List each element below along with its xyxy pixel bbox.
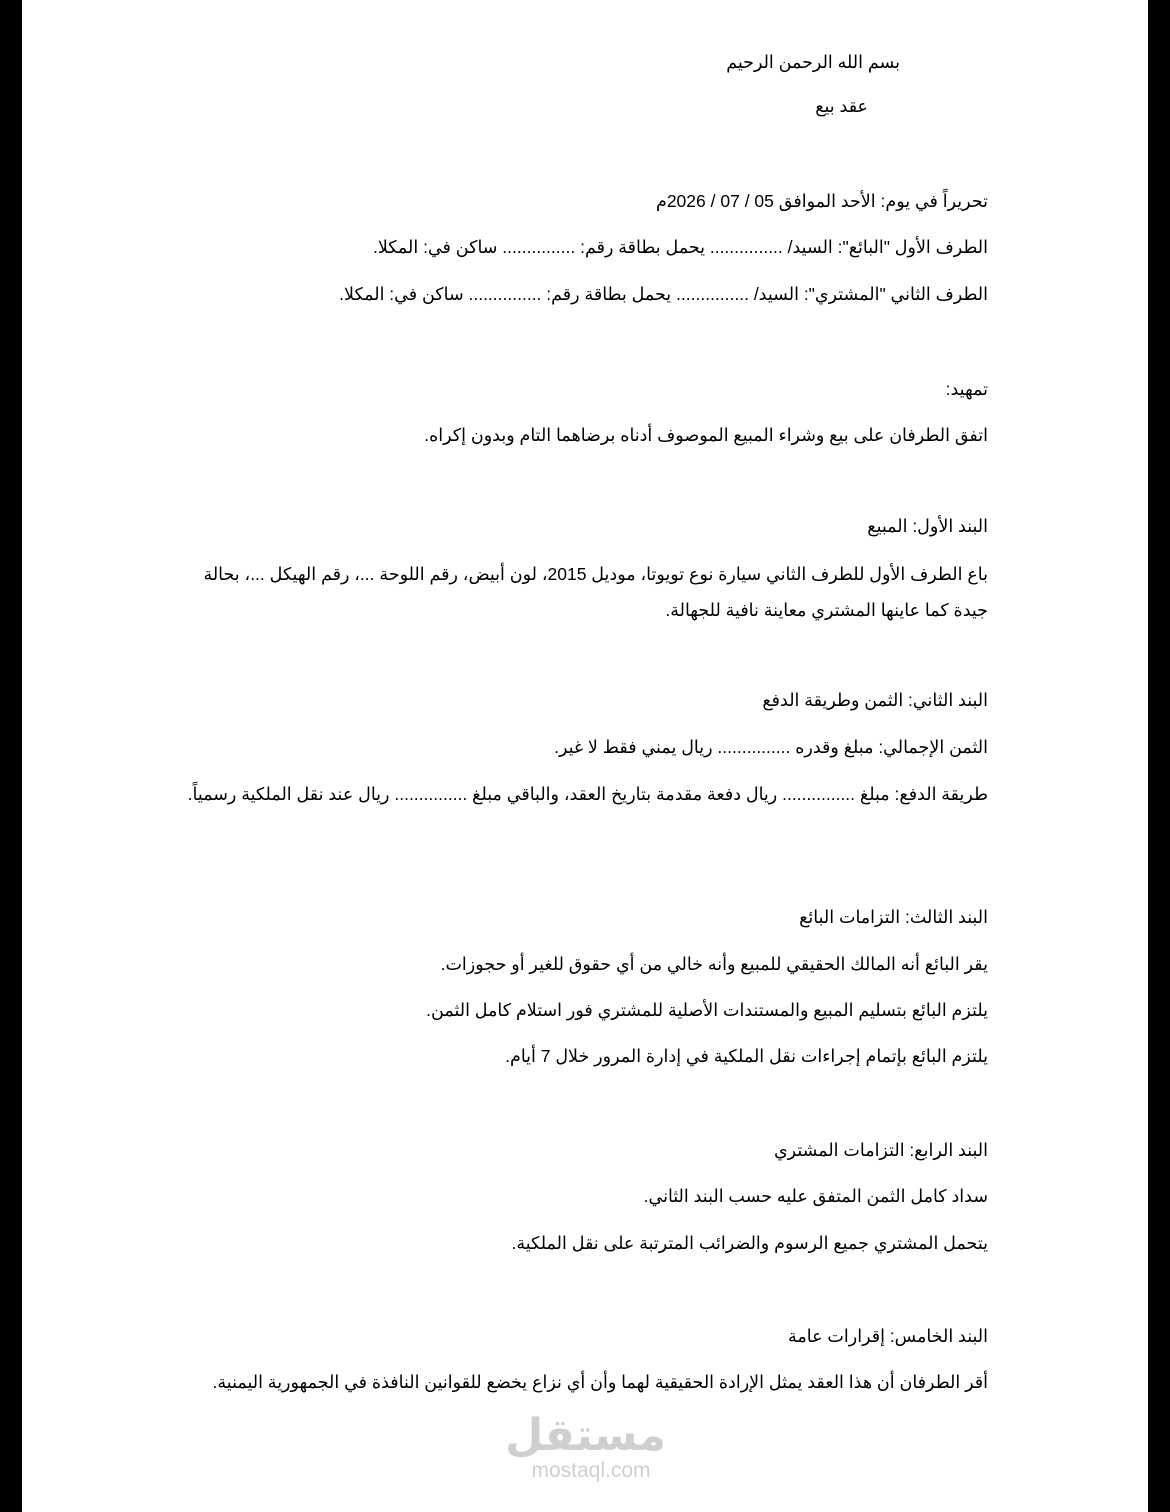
document-page xyxy=(22,0,1148,1512)
preamble-text: اتفق الطرفان على بيع وشراء المبيع الموصوف أدناه برضاهما التام وبدون إكراه. xyxy=(424,425,988,445)
mostaql-watermark xyxy=(505,1411,666,1482)
basmala: بسم الله الرحمن الرحيم xyxy=(726,52,900,72)
watermark-site: mostaql.com xyxy=(531,1459,651,1482)
second-party: الطرف الثاني "المشتري": السيد/ ............... يحمل بطاقة رقم: ............... ساكن في: المكلا. xyxy=(339,284,988,304)
clause5-text: أقر الطرفان أن هذا العقد يمثل الإرادة الحقيقية لهما وأن أي نزاع يخضع للقوانين النافذة في الجمهورية اليمنية. xyxy=(212,1372,988,1392)
clause3-heading: البند الثالث: التزامات البائع xyxy=(799,907,988,927)
clause4-item: سداد كامل الثمن المتفق عليه حسب البند الثاني. xyxy=(643,1186,988,1206)
contract-document xyxy=(22,0,1148,1512)
clause4-item: يتحمل المشتري جميع الرسوم والضرائب المترتبة على نقل الملكية. xyxy=(511,1233,988,1253)
clause4-heading: البند الرابع: التزامات المشتري xyxy=(773,1140,988,1160)
preamble-heading: تمهيد: xyxy=(945,379,988,399)
clause3-item: يلتزم البائع بإتمام إجراءات نقل الملكية في إدارة المرور خلال 7 أيام. xyxy=(505,1046,988,1066)
clause2-price: الثمن الإجمالي: مبلغ وقدره ............... ريال يمني فقط لا غير. xyxy=(554,737,988,757)
date-line: تحريراً في يوم: الأحد الموافق 05 / 07 / 2026م xyxy=(655,191,988,211)
clause3-item: يقر البائع أنه المالك الحقيقي للمبيع وأنه خالي من أي حقوق للغير أو حجوزات. xyxy=(440,954,988,974)
clause5-heading: البند الخامس: إقرارات عامة xyxy=(788,1326,988,1346)
first-party: الطرف الأول "البائع": السيد/ ............... يحمل بطاقة رقم: ............... ساكن في: المكلا. xyxy=(372,237,988,257)
clause2-payment: طريقة الدفع: مبلغ ............... ريال دفعة مقدمة بتاريخ العقد، والباقي مبلغ ............... ريال عند نقل الملكية رسمياً. xyxy=(187,784,988,804)
document-title: عقد بيع xyxy=(815,96,868,116)
clause3-item: يلتزم البائع بتسليم المبيع والمستندات الأصلية للمشتري فور استلام كامل الثمن. xyxy=(426,1000,988,1020)
clause2-heading: البند الثاني: الثمن وطريقة الدفع xyxy=(762,690,988,710)
clause1-heading: البند الأول: المبيع xyxy=(867,516,988,536)
watermark-logo: مستقل xyxy=(505,1411,666,1460)
clause1-text: باع الطرف الأول للطرف الثاني سيارة نوع تويوتا، موديل 2015، لون أبيض، رقم اللوحة ...، رقم الهيكل ...، بحالة جيدة كما عاينها المشتري معاينة نافية للجهالة. xyxy=(203,564,988,620)
